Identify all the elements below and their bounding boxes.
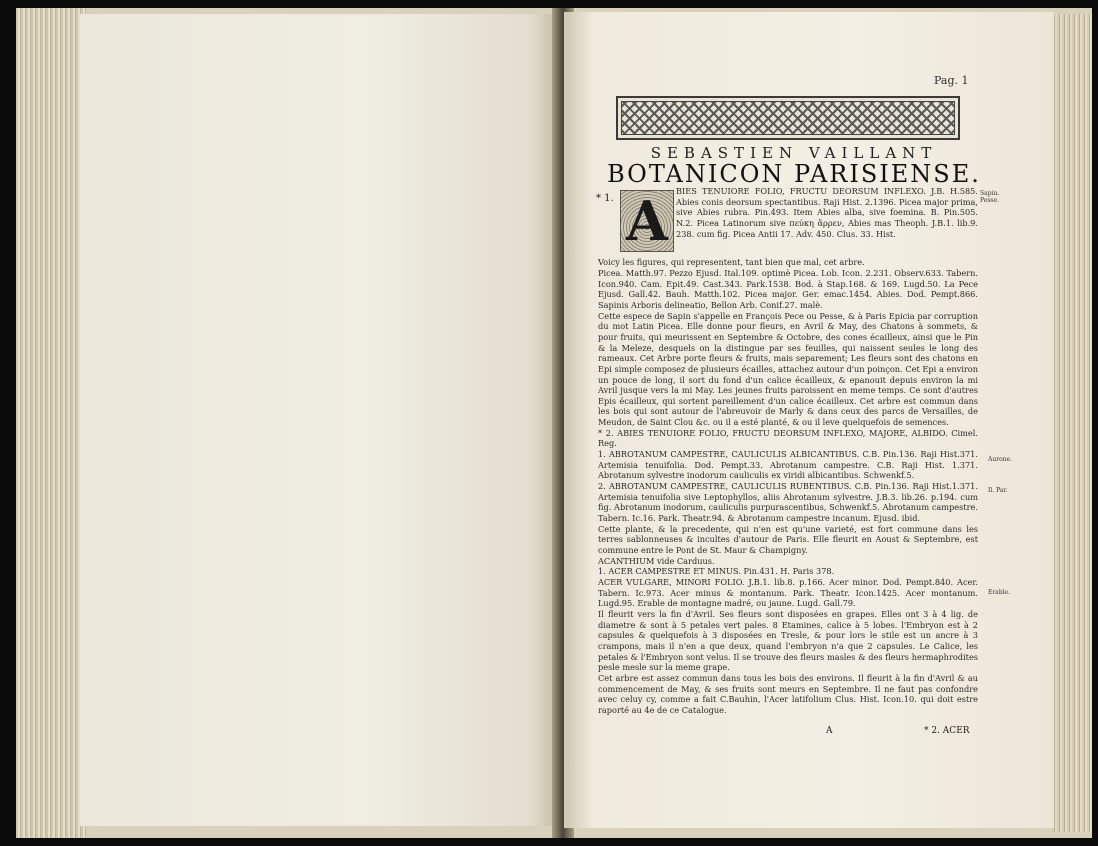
signature-mark: A xyxy=(826,726,833,736)
paragraph: ACANTHIUM vide Carduus. xyxy=(598,555,715,566)
page-body xyxy=(598,186,978,716)
paragraph: 2. ABROTANUM CAMPESTRE, CAULICULIS RUBENTIBUS. C.B. Pin.136. Raji Hist.1.371. Artemisia tenuifolia sive Leptophyllos, aliis Abrotanum sylvestre. J.B.3. lib.26. p.194. cum fig. Abrotanum inodorum, cauliculis purpurascentibus, Schwenkf.5. Abrotanum campestre. Tabern. Ic.16. Park. Theatr.94. & Abrotanum campestre incanum. Ejusd. ibid. xyxy=(598,481,978,524)
paragraph: Picea. Matth.97. Pezzo Ejusd. Ital.109. optimè Picea. Lob. Icon. 2.231. Observ.633. Tabern. Icon.940. Cam. Epit.49. Cast.343. Park.1538. Bod. à Stap.168. & 169. Lugd.50. La Pece Ejusd. Gall.42. Bauh. Matth.102. Picea major. Ger. emac.1454. Abies. Dod. Pempt.866. Sapinis Arboris delineatio, Bellon Arb. Conif.27. malè. xyxy=(598,267,978,310)
margin-note: Il. Par. xyxy=(988,487,1008,494)
author-name: SEBASTIEN VAILLANT xyxy=(650,144,938,162)
drop-cap: A xyxy=(620,190,674,252)
left-page-edges xyxy=(16,8,86,838)
paragraph: BIES TENUIORE FOLIO, FRUCTU DEORSUM INFLEXO. J.B. H.585. Abies conis deorsum spectantibus. Raji Hist. 2.1396. Picea major prima, sive Abies rubra. Pin.493. Item Abies alba, sive foemina. B. Pin.505. N.2. Picea Latinorum sive πεύκη ἄρρεν, Abies mas Theoph. J.B.1. lib.9. 238. cum fig. Picea Antii 17. Adv. 450. Clus. 33. Hist. xyxy=(676,186,978,239)
catchword: * 2. ACER xyxy=(924,726,970,736)
paragraph: Cette espece de Sapin s'appelle en François Pece ou Pesse, & à Paris Epicia par corruption du mot Latin Picea. Elle donne pour fleurs, en Avril & May, des Chatons à sommets, & pour fruits, qui meurissent en Septembre & Octobre, des cones écailleux, ainsi que le Pin & la Meleze, desquels on la distingue par ses feuilles, qui naissent seules le long des rameaux. Cet Arbre porte fleurs & fruits, mais separement; Les fleurs sont des chatons en Epi simple composez de plusieurs écailles, attachez autour d'un poinçon. Cet Epi a environ un pouce de long, il sort du fond d'un calice écailleux, & epanouit depuis environ la mi Avril jusque vers la mi May. Les jeunes fruits paroissent en meme temps. Ce sont d'autres Epis écailleux, qui sortent pareillement d'un calice écailleux. Cet arbre est commun dans les bois qui sont autour de l'abreuvoir de Marly & dans ceux des parcs de Versailles, de Meudon, de Saint Clou &c. ou il a esté planté, & ou il leve quelquefois de semences. xyxy=(598,310,978,428)
margin-note: Aurone. xyxy=(988,456,1012,463)
paragraph: Cette plante, & la precedente, qui n'en est qu'une varieté, est fort commune dans les terres sablonneuses & incultes d'autour de Paris. Elle fleurit en Aoust & Septembre, est commune entre le Pont de St. Maur & Champigny. xyxy=(598,523,978,555)
paragraph: Voicy les figures, qui representent, tant bien que mal, cet arbre. xyxy=(598,257,865,268)
headpiece-ornament xyxy=(616,96,960,140)
paragraph: Cet arbre est assez commun dans tous les bois des environs. Il fleurit à la fin d'Avril & au commencement de May, & ses fruits sont meurs en Septembre. Il ne faut pas confondre avec celuy cy, comme a fait C.Bauhin, l'Acer latifolium Clus. Hist. Icon.10. qui doit estre raporté au 4e de ce Catalogue. xyxy=(598,672,978,715)
margin-note: Sapin. Pesse. xyxy=(980,190,1000,204)
entry-marker: * 1. xyxy=(596,193,614,204)
paragraph: 1. ACER CAMPESTRE ET MINUS. Pin.431. H. Paris 378. xyxy=(598,566,835,577)
page-number: Pag. 1 xyxy=(934,74,969,87)
right-page-edges xyxy=(1052,14,1092,832)
margin-note: Erable. xyxy=(988,589,1011,596)
left-page-blank xyxy=(80,14,554,826)
paragraph: ACER VULGARE, MINORI FOLIO. J.B.1. lib.8. p.166. Acer minor. Dod. Pempt.840. Acer. Tabern. Ic.973. Acer minus & montanum. Park. Theatr. Icon.1425. Acer montanum. Lugd.95. Erable de montagne madré, ou jaune. Lugd. Gall.79. xyxy=(598,576,978,609)
book-title: BOTANICON PARISIENSE. xyxy=(607,160,981,188)
paragraph: Il fleurit vers la fin d'Avril. Ses fleurs sont disposées en grapes. Elles ont 3 à 4 lig. de diametre & sont à 5 petales vert pales. 8 Etamines, calice à 5 lobes. l'Embryon est à 2 capsules & quelquefois à 3 disposées en Tresle, & pour lors le stile est un ancre à 3 crampons, mais il n'en a que deux, quand l'embryon n'a que 2 capsules. Le Calice, les petales & l'Embryon sont velus. Il se trouve des fleurs masles & des fleurs hermaphrodites pesle mesle sur la meme grape. xyxy=(598,608,978,673)
paragraph: * 2. ABIES TENUIORE FOLIO, FRUCTU DEORSUM INFLEXO, MAJORE, ALBIDO. Cimel. Reg. xyxy=(598,427,978,449)
paragraph: 1. ABROTANUM CAMPESTRE, CAULICULIS ALBICANTIBUS. C.B. Pin.136. Raji Hist.371. Artemisia tenuifolia. Dod. Pempt.33. Abrotanum campestre. C.B. Raji Hist. 1.371. Abrotanum sylvestre inodorum cauliculis ex viridi albicantibus. Schwenkf.5. xyxy=(598,449,978,481)
